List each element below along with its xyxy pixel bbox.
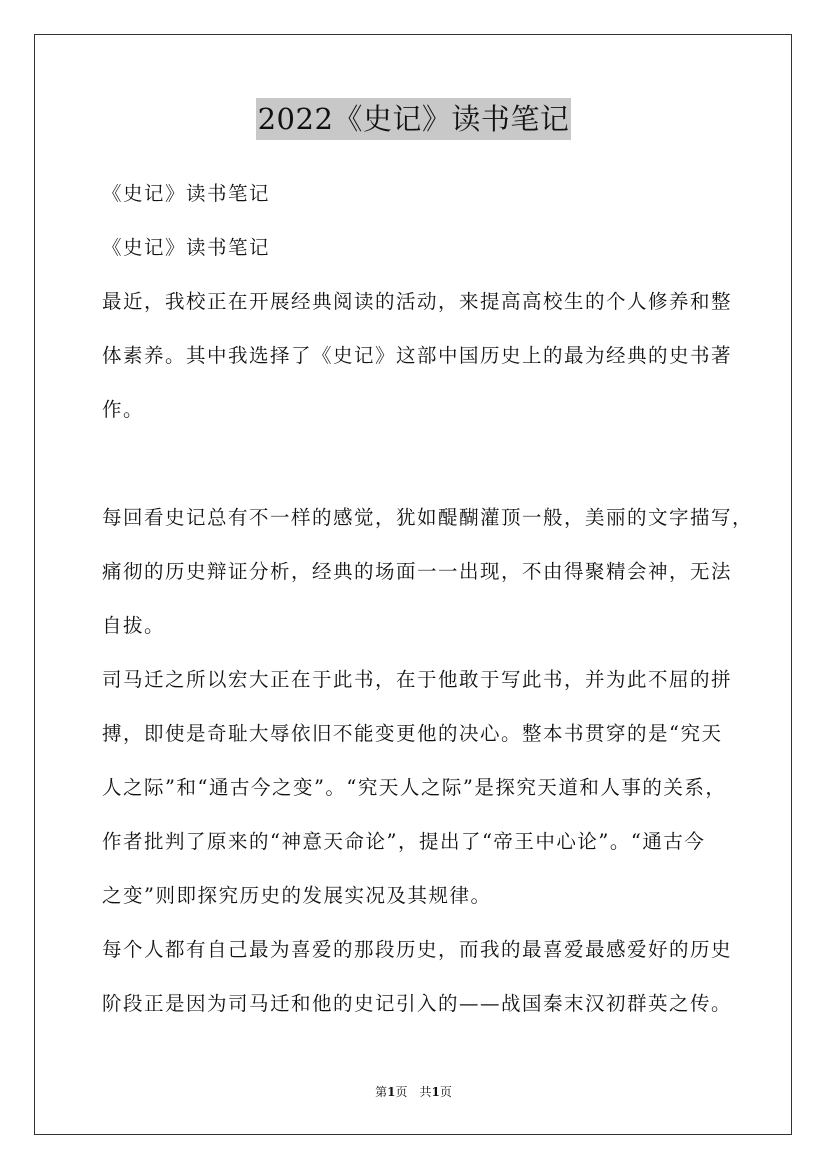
- document-title: 2022《史记》读书笔记: [256, 98, 572, 140]
- footer-mid: 页 共: [395, 1085, 432, 1099]
- footer-page-total: 1: [431, 1085, 440, 1099]
- title-wrap: [0, 98, 827, 140]
- text-line: 之变”则即探究历史的发展实况及其规律。: [102, 884, 492, 907]
- text-line: 作者批判了原来的“神意天命论”，提出了“帝王中心论”。“通古今: [102, 830, 706, 853]
- text-line: 阶段正是因为司马迁和他的史记引入的——战国秦末汉初群英之传。: [102, 992, 733, 1015]
- text-line: 《史记》读书笔记: [102, 182, 271, 205]
- text-line: 自拔。: [102, 614, 166, 637]
- text-line: 体素养。其中我选择了《史记》这部中国历史上的最为经典的史书著: [102, 344, 733, 367]
- text-line: 每回看史记总有不一样的感觉，犹如醍醐灌顶一般，美丽的文字描写，: [102, 506, 754, 529]
- text-line: 作。: [102, 398, 145, 421]
- footer-prefix: 第: [375, 1085, 388, 1099]
- text-line: 每个人都有自己最为喜爱的那段历史，而我的最喜爱最感爱好的历史: [102, 938, 733, 961]
- footer-suffix: 页: [439, 1085, 452, 1099]
- text-line: 司马迁之所以宏大正在于此书，在于他敢于写此书，并为此不屈的拼: [102, 668, 733, 691]
- text-line: 《史记》读书笔记: [102, 236, 271, 259]
- text-line: 痛彻的历史辩证分析，经典的场面一一出现，不由得聚精会神，无法: [102, 560, 733, 583]
- text-line: 人之际”和“通古今之变”。“究天人之际”是探究天道和人事的关系，: [102, 776, 727, 799]
- text-line: 搏，即使是奇耻大辱依旧不能变更他的决心。整本书贯穿的是“究天: [102, 722, 723, 745]
- page-footer: [0, 1083, 827, 1101]
- text-line: 最近，我校正在开展经典阅读的活动，来提高高校生的个人修养和整: [102, 290, 733, 313]
- footer-page-current: 1: [387, 1085, 396, 1099]
